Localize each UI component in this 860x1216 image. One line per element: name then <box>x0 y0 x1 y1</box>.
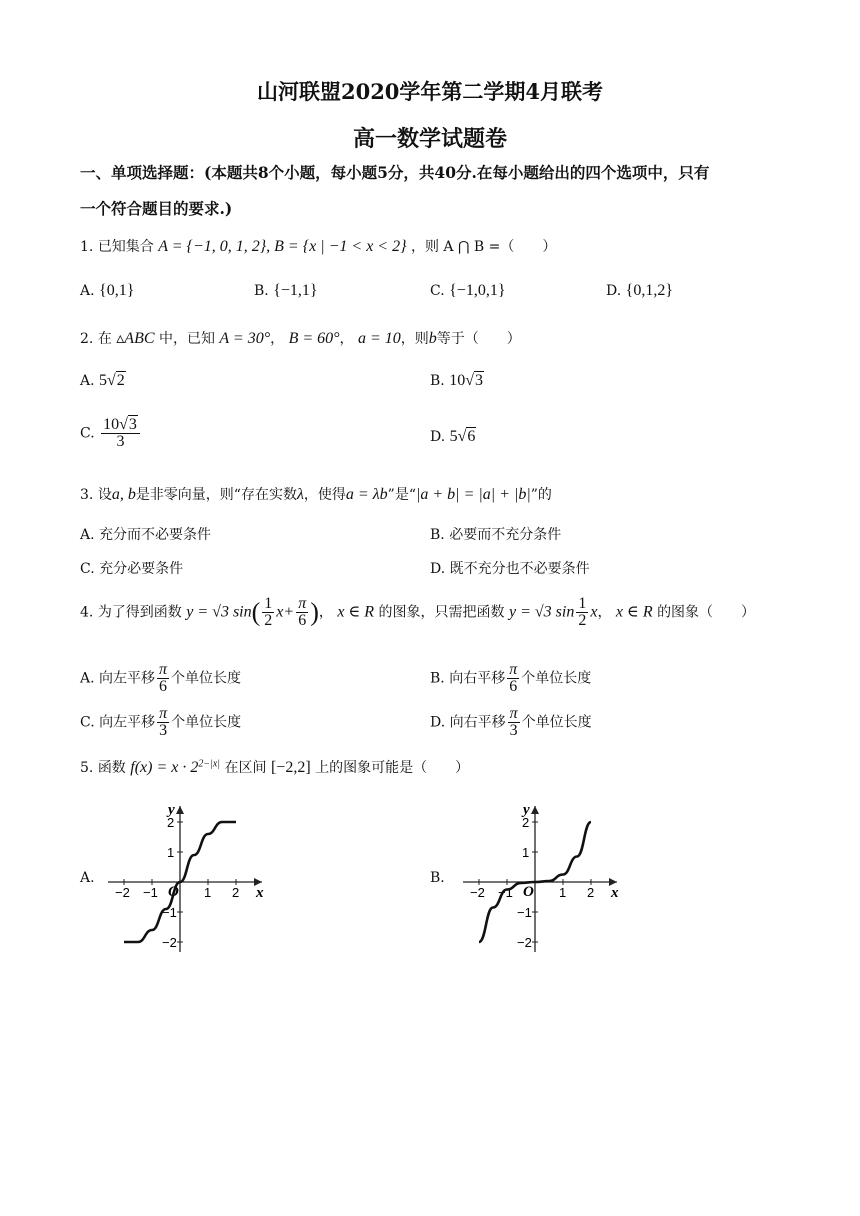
option-denominator: 3 <box>116 433 125 450</box>
option-label: C. <box>80 425 95 442</box>
q3-number: 3. <box>80 487 94 503</box>
option-text: 向右平移 <box>449 670 506 687</box>
option-text: 个单位长度 <box>521 670 592 687</box>
option-label: B. <box>430 670 445 687</box>
question-1 <box>80 236 556 256</box>
y-axis-label: y <box>168 802 175 818</box>
option-radicand: 6 <box>467 428 476 445</box>
q3-condition: a = λb <box>345 486 388 503</box>
option-text: 向左平移 <box>99 670 156 687</box>
q4-function-1: y = √3 sin <box>186 603 252 621</box>
option-value: 充分而不必要条件 <box>99 527 212 543</box>
option-text: 向右平移 <box>449 714 506 731</box>
option-label: C. <box>430 283 445 299</box>
q3-option-a[interactable] <box>80 524 211 544</box>
option-text: 个单位长度 <box>171 714 242 731</box>
origin-label: O <box>168 884 179 900</box>
y-tick-label: 2 <box>167 815 175 830</box>
q3-option-c[interactable] <box>80 558 183 578</box>
q4-coef-fraction-2: $\frac{1}{2}$ <box>578 595 587 629</box>
option-text: 个单位长度 <box>171 670 242 687</box>
y-tick-label: 1 <box>522 845 530 860</box>
option-label: B. <box>430 527 445 543</box>
q4-coef-fraction: $\frac{1}{2}$ <box>264 595 273 629</box>
x-tick-label: 1 <box>559 885 567 900</box>
q4-function-2: y = √3 sin <box>508 603 575 621</box>
q2-text: ，则 <box>400 331 429 347</box>
q5-text: 在区间 <box>224 760 267 776</box>
q2-condition-c: a = 10 <box>357 330 401 347</box>
q3-text: 设 <box>97 487 112 503</box>
q2-text: 等于（ ） <box>436 331 521 347</box>
section-heading-line1: 一、单项选择题：(本题共8个小题，每小题5分，共40分.在每小题给出的四个选项中，只有 <box>80 163 710 182</box>
q5-option-b[interactable]: B. <box>430 870 445 886</box>
option-label: D. <box>430 429 446 445</box>
x-axis-label: x <box>611 885 619 901</box>
option-radicand: 3 <box>128 416 137 433</box>
option-coef: 5 <box>449 428 458 445</box>
option-fraction: $\frac{10√3}{3}$ <box>101 417 140 450</box>
option-value: {0,1,2} <box>625 282 673 299</box>
q3-text: ”的 <box>530 487 552 503</box>
exam-title: 山河联盟2020学年第二学期4月联考 <box>256 79 604 104</box>
option-value: 必要而不充分条件 <box>449 527 562 543</box>
option-coef: 5 <box>99 372 108 389</box>
option-label: B. <box>430 373 445 389</box>
q3-text: ”是“ <box>387 487 416 503</box>
option-value: {0,1} <box>99 282 135 299</box>
y-axis-label: y <box>523 802 530 818</box>
q4-option-b[interactable] <box>430 662 591 695</box>
q1-option-d[interactable] <box>606 282 673 300</box>
q2-option-c[interactable] <box>80 417 142 450</box>
option-coef: 10 <box>449 372 466 389</box>
q5-number: 5. <box>80 760 94 776</box>
question-2: 2. 在 ▵ABC 中，已知 A = 30°， B = 60°， a = 10，则b等于（ ） <box>80 330 521 347</box>
q2-var-b: b <box>428 330 437 347</box>
q5-interval: [−2,2] <box>270 759 311 776</box>
q2-number: 2. <box>80 331 94 347</box>
origin-label: O <box>523 884 534 900</box>
q3-text: ，使得 <box>303 487 346 503</box>
q5-text: 函数 <box>97 760 126 776</box>
q1-option-b[interactable] <box>254 282 318 300</box>
q2-text: 中，已知 <box>158 331 215 347</box>
q5-option-a[interactable]: A. <box>80 870 95 886</box>
q5-function: f(x) = x · 2 <box>130 759 199 776</box>
option-label: A. <box>80 527 95 543</box>
option-label: C. <box>80 714 95 731</box>
q4-phase-fraction: $\frac{\pi}{6}$ <box>298 595 307 629</box>
option-label: A. <box>80 670 95 687</box>
question-5 <box>80 757 469 777</box>
option-fraction: $\frac{\pi}{3}$ <box>509 705 518 739</box>
q1-set-a: A = {−1, 0, 1, 2} <box>158 238 267 255</box>
q2-text: 在 <box>97 331 112 347</box>
q3-vectors: a, b <box>111 486 136 503</box>
q2-triangle: ▵ABC <box>116 330 155 347</box>
q2-option-a[interactable]: A. 5√2 <box>80 372 125 389</box>
option-label: D. <box>430 561 446 577</box>
option-text: 个单位长度 <box>521 714 592 731</box>
option-value: {−1,0,1} <box>449 282 506 299</box>
q4-text: 的图象（ ） <box>657 604 756 621</box>
q5-graph-b <box>455 798 625 956</box>
exam-subtitle: 高一数学试题卷 <box>352 126 507 152</box>
q2-option-b[interactable]: B. 10√3 <box>430 372 483 389</box>
q2-condition-b: B = 60° <box>288 330 340 347</box>
option-fraction: $\frac{\pi}{3}$ <box>159 705 168 739</box>
x-tick-label: 2 <box>587 885 595 900</box>
section-heading <box>80 155 800 227</box>
option-label: B. <box>254 283 269 299</box>
q3-condition-2: |a + b| = |a| + |b| <box>415 486 531 503</box>
option-fraction: $\frac{\pi}{6}$ <box>509 661 518 695</box>
q4-domain-1: x ∈ R <box>337 603 375 621</box>
question-4: 4. 为了得到函数 y = √3 sin( $\frac{1}{2}$ x+ $\frac{\pi}{6}$ )， x ∈ R 的图象，只需把函数 y = √3 sin $\frac{1}{2}$ x， x ∈ R 的图象（ ） <box>80 595 756 629</box>
q1-number: 1. <box>80 239 94 255</box>
q1-option-a[interactable] <box>80 282 134 300</box>
option-fraction: $\frac{\pi}{6}$ <box>159 661 168 695</box>
option-label: C. <box>80 561 95 577</box>
q3-lambda: λ <box>296 486 304 503</box>
x-tick-label: −2 <box>470 885 485 900</box>
q5-exponent: 2−|x| <box>198 758 221 770</box>
option-value: 既不充分也不必要条件 <box>449 561 590 577</box>
q5-graph-a <box>100 798 270 956</box>
q1-tail: ，则 A ⋂ B =（ ） <box>410 239 557 255</box>
option-label: A. <box>80 283 95 299</box>
y-tick-label: −1 <box>162 905 177 920</box>
x-tick-label: −1 <box>498 885 513 900</box>
q4-option-d[interactable] <box>430 706 592 739</box>
section-heading-line2: 一个符合题目的要求.) <box>80 199 233 218</box>
q2-condition-a: A = 30° <box>219 330 271 347</box>
y-axis-arrow <box>176 806 184 814</box>
q4-text: 为了得到函数 <box>97 604 182 621</box>
option-text: 向左平移 <box>99 714 156 731</box>
option-radicand: 2 <box>116 372 125 389</box>
x-tick-label: 2 <box>232 885 240 900</box>
option-label: D. <box>430 714 446 731</box>
q4-option-c[interactable] <box>80 706 241 739</box>
q5-text: 上的图象可能是（ ） <box>315 760 470 776</box>
q4-number: 4. <box>80 604 94 621</box>
y-axis-arrow <box>531 806 539 814</box>
x-axis-label: x <box>256 885 264 901</box>
q4-text: 的图象，只需把函数 <box>378 604 505 621</box>
question-3 <box>80 484 552 504</box>
q3-option-b[interactable] <box>430 524 561 544</box>
q1-text: 已知集合 <box>97 239 154 255</box>
y-tick-label: 2 <box>522 815 530 830</box>
q4-option-a[interactable] <box>80 662 241 695</box>
x-tick-label: −1 <box>143 885 158 900</box>
q3-text: 是非零向量，则“存在实数 <box>135 487 297 503</box>
y-tick-label: −2 <box>517 935 532 950</box>
option-label: A. <box>80 373 95 389</box>
q3-option-d[interactable] <box>430 558 590 578</box>
x-tick-label: 1 <box>204 885 212 900</box>
q1-set-b: , B = {x | −1 < x < 2} <box>266 238 407 255</box>
y-tick-label: −1 <box>517 905 532 920</box>
x-tick-label: −2 <box>115 885 130 900</box>
q2-option-d[interactable]: D. 5√6 <box>430 428 476 445</box>
q1-option-c[interactable] <box>430 282 506 300</box>
option-coef: 10 <box>103 416 120 433</box>
option-value: {−1,1} <box>273 282 318 299</box>
q4-domain-2: x ∈ R <box>615 603 653 621</box>
option-radicand: 3 <box>474 372 483 389</box>
option-value: 充分必要条件 <box>99 561 184 577</box>
option-label: D. <box>606 283 622 299</box>
y-tick-label: 1 <box>167 845 175 860</box>
y-tick-label: −2 <box>162 935 177 950</box>
